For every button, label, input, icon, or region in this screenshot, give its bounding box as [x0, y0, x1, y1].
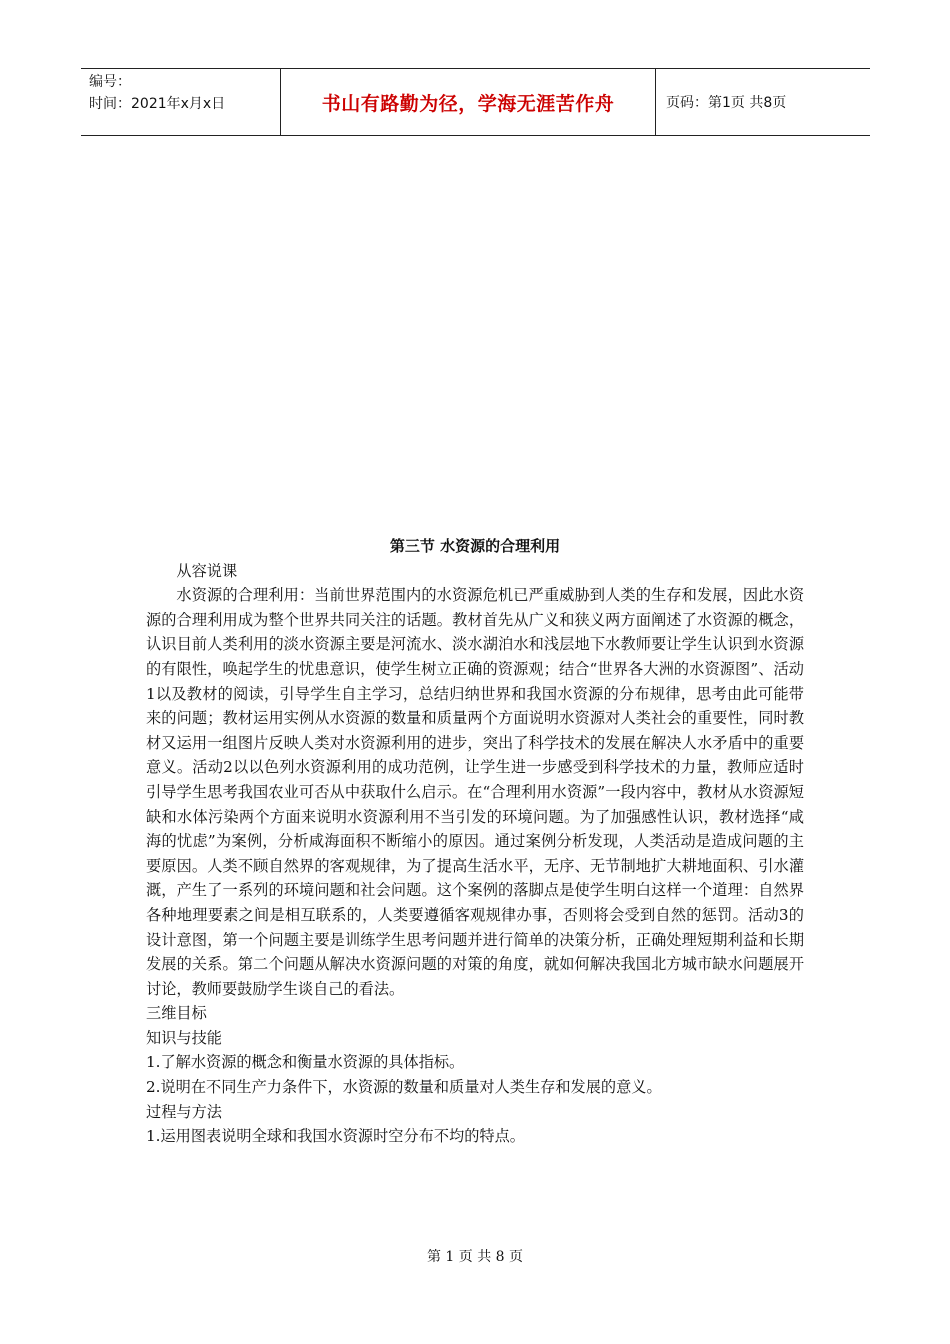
knowledge-item-1: 1.了解水资源的概念和衡量水资源的具体指标。: [146, 1053, 465, 1072]
heading-lecture: 从容说课: [176, 561, 238, 580]
section-title: 第三节 水资源的合理利用: [389, 537, 561, 555]
header-info-cell: [81, 69, 281, 135]
document-body: [146, 534, 804, 1149]
knowledge-item-2: 2.说明在不同生产力条件下，水资源的数量和质量对人类生存和发展的意义。: [146, 1078, 662, 1097]
page-footer: 第 1 页 共 8 页: [426, 1249, 524, 1265]
header-motto-cell: [281, 69, 656, 135]
heading-goals: 三维目标: [146, 1004, 207, 1023]
lecture-paragraph: 水资源的合理利用：当前世界范围内的水资源危机已严重威胁到人类的生存和发展，因此水资源的合理利用成为整个世界共同关注的话题。教材首先从广义和狭义两方面阐述了水资源的概念，认识目前人类利用的淡水资源主要是河流水、淡水湖泊水和浅层地下水教师要让学生认识到水资源的有限性，唤起学生的忧患意识，使学生树立正确的资源观；结合“世界各大洲的水资源图”、活动1以及教材的阅读，引导学生自主学习，总结归纳世界和我国水资源的分布规律，思考由此可能带来的问题；教材运用实例从水资源的数量和质量两个方面说明水资源对人类社会的重要性，同时教材又运用一组图片反映人类对水资源利用的进步，突出了科学技术的发展在解决人水矛盾中的重要意义。活动2以以色列水资源利用的成功范例，让学生进一步感受到科学技术的力量，教师应适时引导学生思考我国农业可否从中获取什么启示。在“合理利用水资源”一段内容中，教材从水资源短缺和水体污染两个方面来说明水资源利用不当引发的环境问题。为了加强感性认识，教材选择“咸海的忧虑”为案例，分析咸海面积不断缩小的原因。通过案例分析发现，人类活动是造成问题的主要原因。人类不顾自然界的客观规律，为了提高生活水平，无序、无节制地扩大耕地面积、引水灌溉，产生了一系列的环境问题和社会问题。这个案例的落脚点是使学生明白这样一个道理：自然界各种地理要素之间是相互联系的，人类要遵循客观规律办事，否则将会受到自然的惩罚。活动3的设计意图，第一个问题主要是训练学生思考问题并进行简单的决策分析，正确处理短期利益和长期发展的关系。第二个问题从解决水资源问题的对策的角度，就如何解决我国北方城市缺水问题展开讨论，教师要鼓励学生谈自己的看法。: [146, 586, 804, 998]
header-page-cell: [656, 69, 870, 135]
time-line: 时间：2021年x月x日: [89, 96, 226, 112]
header-table: [81, 68, 870, 136]
process-item-1: 1.运用图表说明全球和我国水资源时空分布不均的特点。: [146, 1127, 525, 1146]
heading-process: 过程与方法: [146, 1102, 222, 1121]
serial-label: 编号：: [89, 74, 131, 90]
page-info: 页码：第1页 共8页: [666, 95, 787, 111]
motto: 书山有路勤为径，学海无涯苦作舟: [321, 92, 615, 115]
heading-knowledge: 知识与技能: [146, 1028, 222, 1047]
